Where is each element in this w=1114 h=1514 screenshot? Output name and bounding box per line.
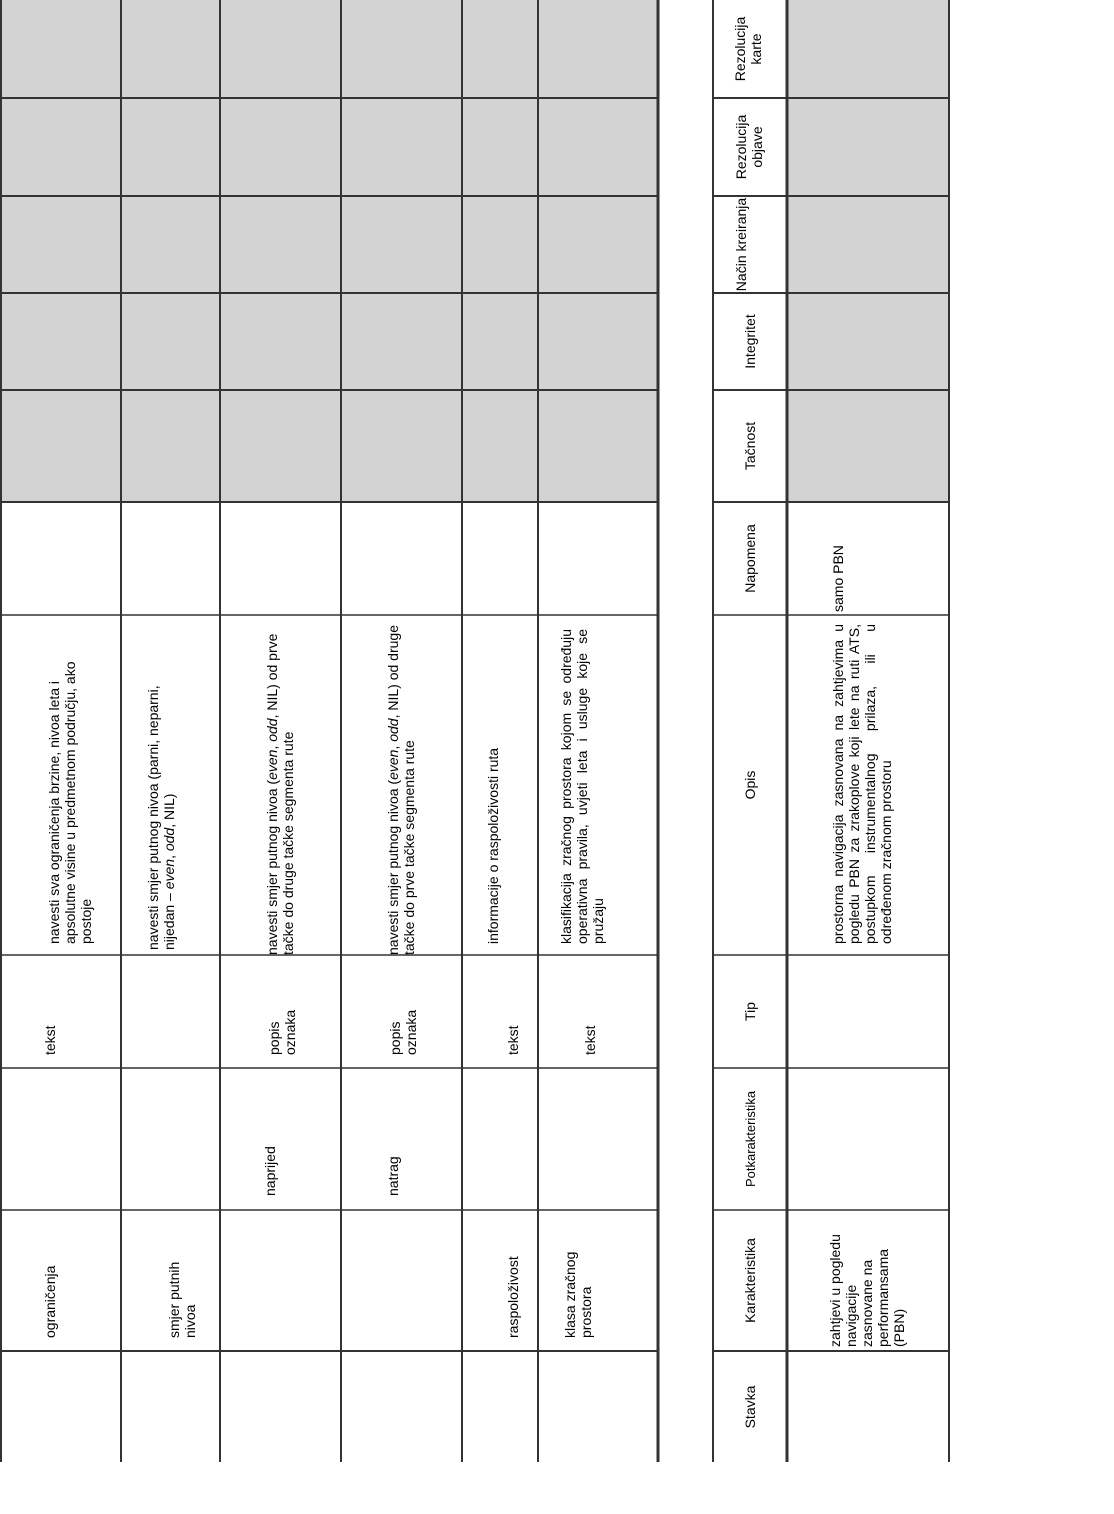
row3-tip: popis oznaka [266, 1009, 298, 1055]
row5-opis: informacije o raspoloživosti ruta [485, 747, 501, 944]
row4-potkarakteristika: natrag [385, 1156, 401, 1196]
row1-opis: navesti sva ograničenja brzine, nivoa leta i apsolutne visine u predmetnom području, ako postoje [46, 661, 94, 944]
row1-tip: tekst [42, 1025, 58, 1055]
row6-opis: klasifikacija zračnog prostora kojom se određuju operativna pravila, uvjeti leta i usluge koje se pružaju [558, 629, 606, 944]
row5-tip: tekst [505, 1025, 521, 1055]
row6-karakteristika: klasa zračnog prostora [562, 1251, 594, 1338]
row4-opis-mid: , [385, 741, 401, 750]
row2-opis-post: , NIL) [161, 793, 177, 828]
top-table-shaded-area [0, 0, 658, 502]
row4-opis [385, 610, 417, 955]
row4-tip: popis oznaka [387, 1009, 419, 1055]
header-integritet: Integritet [742, 314, 758, 369]
bottom-table-shaded-area [787, 0, 949, 502]
row5-karakteristika: raspoloživost [505, 1256, 521, 1338]
row3-opis-odd: odd [264, 718, 280, 742]
header-napomena: Napomena [742, 524, 758, 593]
pbn-napomena: samo PBN [830, 545, 846, 612]
row3-opis [264, 610, 296, 955]
header-tip: Tip [742, 1002, 758, 1021]
row1-karakteristika: ograničenja [42, 1265, 58, 1338]
header-karakteristika: Karakteristika [742, 1238, 758, 1323]
row2-karakteristika: smjer putnih nivoa [166, 1261, 198, 1338]
row3-opis-mid: , [264, 741, 280, 750]
row3-opis-post: , NIL) od prve tačke do druge tačke segmenta rute [264, 633, 296, 955]
header-nacin-kreiranja: Način kreiranja [733, 197, 749, 292]
row2-opis [145, 650, 177, 950]
header-opis: Opis [742, 770, 758, 800]
header-stavka: Stavka [742, 1385, 758, 1429]
header-tacnost: Tačnost [742, 421, 758, 471]
row2-opis-odd: odd [161, 827, 177, 852]
header-potkarakteristika: Potkarakteristika [743, 1090, 758, 1188]
row3-potkarakteristika: naprijed [262, 1146, 278, 1196]
row3-opis-pre: navesti smjer putnog nivoa ( [264, 779, 280, 955]
row2-opis-pre: navesti smjer putnog nivoa (parni, neparni, nijedan – [145, 685, 177, 950]
header-rezolucija-objave: Rezolucija objave [733, 114, 765, 180]
header-rezolucija-karte: Rezolucija karte [732, 16, 764, 82]
row3-opis-even: even [264, 749, 280, 780]
row4-opis-pre: navesti smjer putnog nivoa ( [385, 779, 401, 955]
pbn-opis: prostorna navigacija zasnovana na zahtjevima u pogledu PBN za zrakoplove koji lete na ruti ATS, postupkom instrumentalnog prilaza, ili u određenom zračnom prostoru [830, 624, 894, 944]
row2-opis-mid: , [161, 851, 177, 859]
row4-opis-even: even [385, 749, 401, 780]
row4-opis-odd: odd [385, 718, 401, 742]
row2-opis-even: even [161, 858, 177, 890]
pbn-karakteristika: zahtjevi u pogledu navigacije zasnovane na performansama (PBN) [827, 1234, 907, 1347]
row6-tip: tekst [582, 1025, 598, 1055]
row4-opis-post: , NIL) od druge tačke do prve tačke segmenta rute [385, 625, 417, 955]
